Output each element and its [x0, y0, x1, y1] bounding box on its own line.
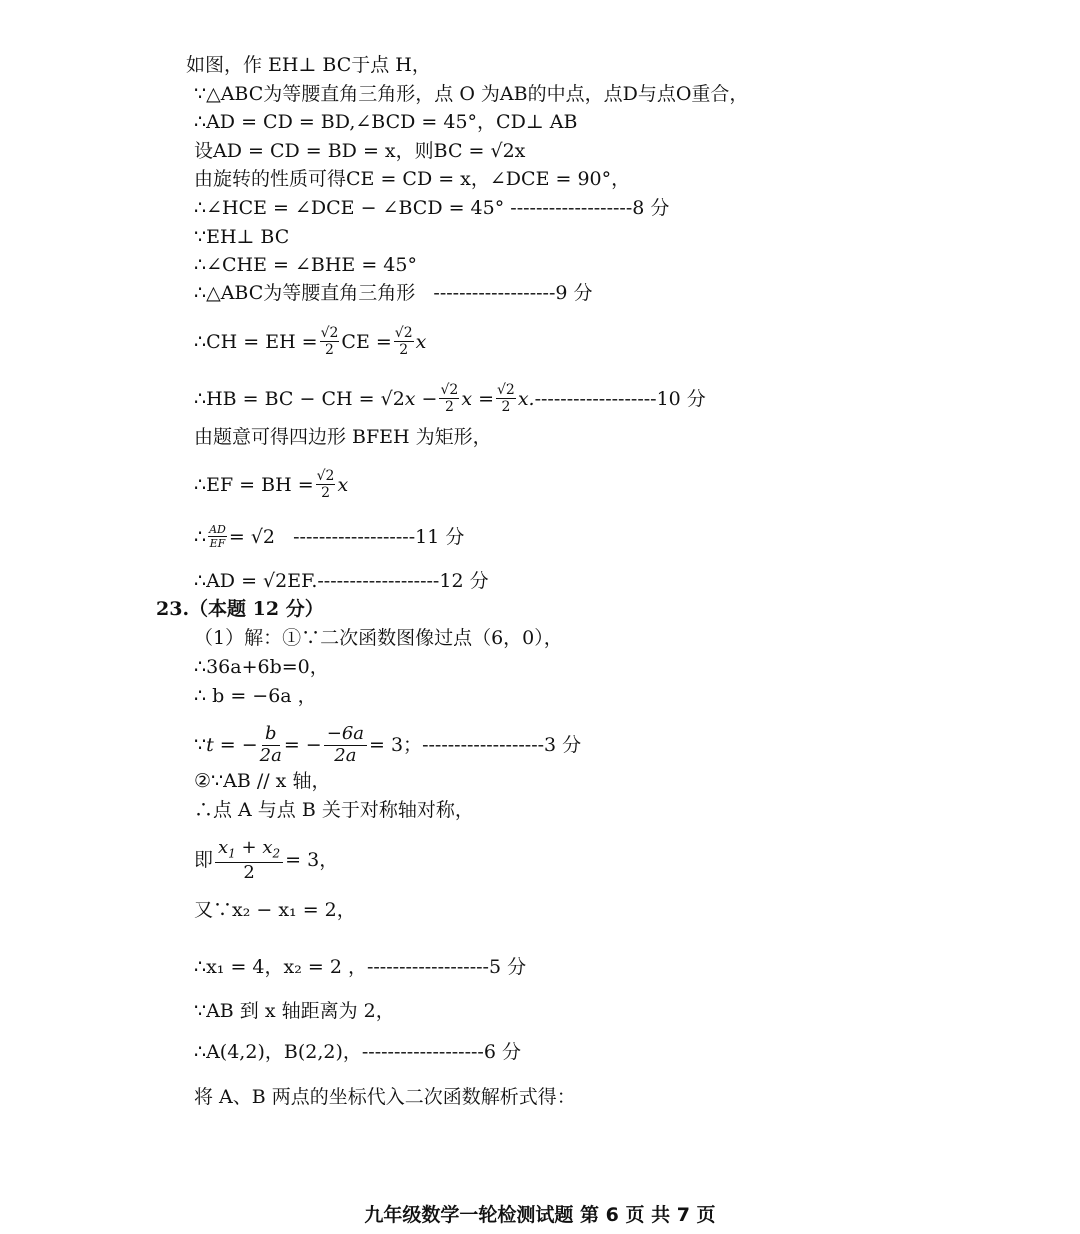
- fraction: $\frac{√2}{2}$: [440, 382, 459, 415]
- line-text: ∴∠HCE = ∠DCE − ∠BCD = 45°: [194, 197, 505, 219]
- variable: x.: [517, 387, 535, 410]
- because-symbol: ∵t = −: [194, 734, 258, 756]
- score-label: 11 分: [415, 525, 465, 548]
- formula-line: [194, 469, 348, 500]
- formula-line: [194, 839, 338, 882]
- line: [194, 955, 526, 979]
- sqrt-term: = √2: [228, 525, 276, 548]
- line-text: ∴x₁ = 4，x₂ = 2 ，: [194, 956, 367, 978]
- line-text: ∴AD = √2EF.: [194, 570, 318, 592]
- line: [194, 569, 489, 593]
- question-header: 23.（本题 12 分）: [156, 598, 324, 620]
- score-leader: -------------------: [415, 282, 556, 304]
- score-leader: -------------------: [317, 570, 440, 592]
- line-text: ∴CH = EH =: [194, 330, 318, 353]
- score-label: 9 分: [555, 282, 593, 304]
- line: （1）解：①∵二次函数图像过点（6，0），: [194, 627, 563, 649]
- therefore-symbol: ∴: [194, 525, 207, 548]
- line: 又∵x₂ − x₁ = 2，: [194, 899, 356, 921]
- score-leader: -------------------: [361, 1041, 484, 1063]
- line: ∴36a+6b=0，: [194, 656, 329, 678]
- variable: x: [337, 473, 349, 496]
- line: 由旋转的性质可得CE = CD = x，∠DCE = 90°，: [194, 168, 631, 190]
- score-label: 10 分: [656, 387, 706, 410]
- result: = 3；: [369, 734, 423, 756]
- sqrt-term: √2x −: [374, 387, 438, 410]
- line-text: = 3，: [285, 849, 339, 872]
- variable: x: [415, 330, 427, 353]
- sqrt-term: x =: [461, 387, 494, 410]
- line: [194, 196, 669, 220]
- fraction: $\frac{AD}{EF}$: [209, 523, 226, 550]
- fraction: $\frac{b}{2a}$: [259, 723, 282, 766]
- line-text: ∴△ABC为等腰直角三角形: [194, 282, 416, 304]
- line: ∵△ABC为等腰直角三角形，点 O 为AB的中点，点D与点O重合，: [194, 83, 749, 105]
- fraction: $\frac{x_1 + x_2}{2}$: [215, 839, 283, 882]
- line-text: ∴EF = BH =: [194, 473, 314, 496]
- line: ②∵AB // x 轴，: [194, 770, 331, 792]
- score-leader: -------------------: [366, 956, 489, 978]
- fraction: $\frac{-6a}{2a}$: [324, 725, 367, 765]
- line-text: ∴HB = BC − CH =: [194, 387, 375, 410]
- score-label: 8 分: [632, 197, 670, 219]
- fraction: $\frac{√2}{2}$: [497, 382, 515, 415]
- line: ∴点 A 与点 B 关于对称轴对称，: [194, 799, 474, 821]
- page-footer: 九年级数学一轮检测试题 第 6 页 共 7 页: [364, 1204, 716, 1226]
- line: [194, 281, 593, 305]
- line: ∴AD = CD = BD,∠BCD = 45°，CD⊥ AB: [194, 111, 578, 133]
- score-leader: -------------------: [504, 197, 633, 219]
- formula-line: [194, 725, 581, 765]
- fraction: $\frac{√2}{2}$: [320, 325, 339, 358]
- line: 将 A、B 两点的坐标代入二次函数解析式得：: [194, 1086, 576, 1108]
- line-text: ∴A(4,2)，B(2,2)，: [194, 1041, 362, 1063]
- line-text: 即: [194, 849, 214, 872]
- line-text: CE =: [341, 330, 392, 353]
- line: ∵EH⊥ BC: [194, 226, 290, 248]
- line: ∴∠CHE = ∠BHE = 45°: [194, 254, 417, 276]
- score-leader: -------------------: [422, 734, 545, 756]
- formula-line: [194, 326, 426, 357]
- fraction: $\frac{√2}{2}$: [394, 325, 413, 358]
- fraction: $\frac{√2}{2}$: [316, 468, 335, 501]
- equals: = −: [283, 734, 322, 756]
- score-leader: -------------------: [275, 525, 416, 548]
- line: 如图，作 EH⊥ BC于点 H，: [186, 54, 431, 76]
- line: ∵AB 到 x 轴距离为 2，: [194, 1000, 395, 1022]
- formula-line: [194, 383, 706, 414]
- line: 由题意可得四边形 BFEH 为矩形，: [194, 426, 492, 448]
- line: 设AD = CD = BD = x，则BC = √2x: [194, 140, 526, 162]
- score-leader: -------------------: [534, 387, 657, 410]
- formula-line: [194, 524, 464, 549]
- score-label: 3 分: [544, 734, 582, 756]
- line: ∴ b = −6a ，: [194, 685, 317, 707]
- score-label: 12 分: [439, 570, 489, 592]
- line: [194, 1040, 521, 1064]
- score-label: 6 分: [483, 1041, 521, 1063]
- score-label: 5 分: [488, 956, 527, 978]
